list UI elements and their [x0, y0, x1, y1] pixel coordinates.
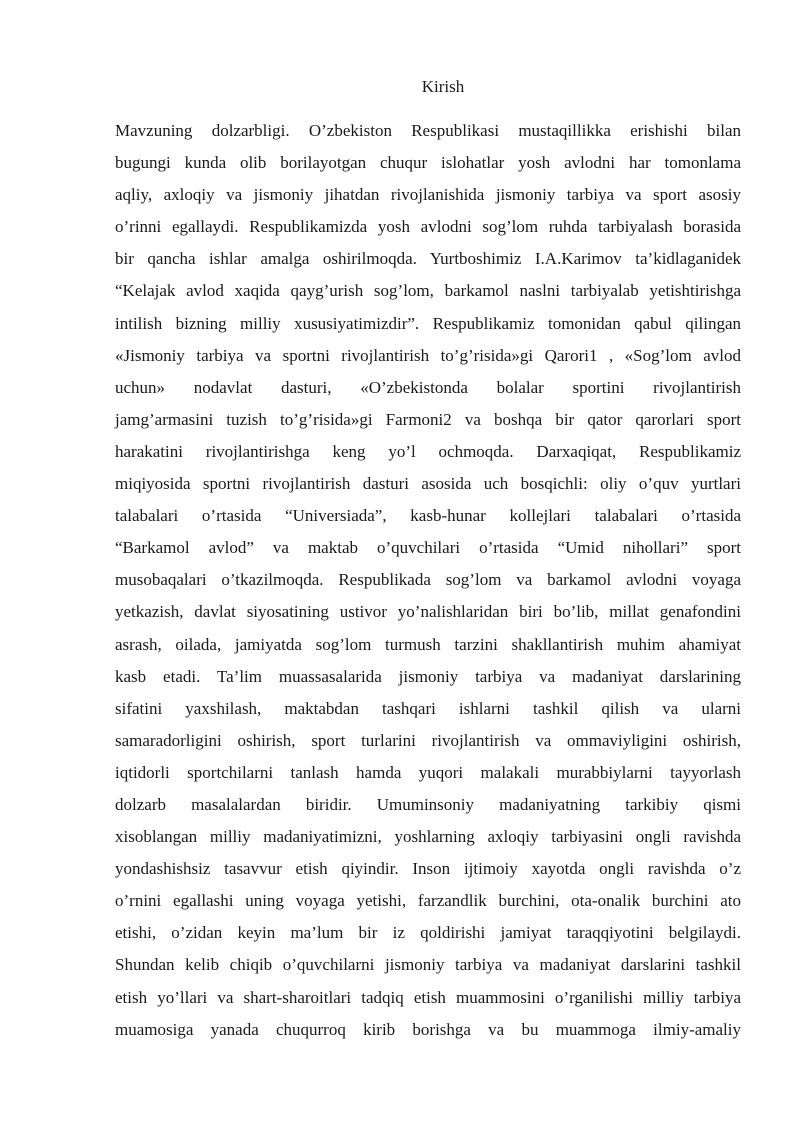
- paragraph-line: kasb etadi. Ta’lim muassasalarida jismoniy tarbiya va madaniyat darslarining: [115, 666, 741, 686]
- paragraph-line: bugungi kunda olib borilayotgan chuqur islohatlar yosh avlodni har tomonlama: [115, 153, 741, 173]
- paragraph-line: samaradorligini oshirish, sport turlarini rivojlantirish va ommaviyligini oshirish,: [115, 730, 741, 750]
- paragraph-line: etish yo’llari va shart-sharoitlari tadqiq etish muammosini o’rganilishi milliy tarbiya: [115, 987, 741, 1007]
- paragraph-line: Mavzuning dolzarbligi. O’zbekiston Respublikasi mustaqillikka erishishi bilan: [115, 121, 741, 140]
- paragraph-line: muamosiga yanada chuqurroq kirib borishga va bu muammoga ilmiy-amaliy: [115, 1019, 741, 1039]
- paragraph-line: o’rinni egallaydi. Respublikamizda yosh avlodni sog’lom ruhda tarbiyalash borasida: [115, 217, 741, 237]
- paragraph-line: «Jismoniy tarbiya va sportni rivojlantirish to’g’risida»gi Qarori1 , «Sog’lom avlod: [115, 345, 741, 365]
- paragraph-line: talabalari o’rtasida “Universiada”, kasb-hunar kollejlari talabalari o’rtasida: [115, 506, 741, 526]
- paragraph-line: dolzarb masalalardan biridir. Umuminsoniy madaniyatning tarkibiy qismi: [115, 794, 741, 814]
- paragraph-line: iqtidorli sportchilarni tanlash hamda yuqori malakali murabbiylarni tayyorlash: [115, 762, 741, 782]
- paragraph-line: bir qancha ishlar amalga oshirilmoqda. Yurtboshimiz I.A.Karimov ta’kidlaganidek: [115, 249, 741, 269]
- paragraph-line: sifatini yaxshilash, maktabdan tashqari ishlarni tashkil qilish va ularni: [115, 698, 741, 718]
- paragraph-line: asrash, oilada, jamiyatda sog’lom turmush tarzini shakllantirish muhim ahamiyat: [115, 634, 741, 654]
- paragraph-line: yetkazish, davlat siyosatining ustivor yo’nalishlaridan biri bo’lib, millat genafondini: [115, 602, 741, 622]
- paragraph-line: harakatini rivojlantirishga keng yo’l ochmoqda. Darxaqiqat, Respublikamiz: [115, 441, 741, 461]
- body-paragraph: [115, 115, 741, 1046]
- paragraph-line: intilish bizning milliy xususiyatimizdir”. Respublikamiz tomonidan qabul qilingan: [115, 313, 741, 333]
- paragraph-line: uchun» nodavlat dasturi, «O’zbekistonda bolalar sportini rivojlantirish: [115, 377, 741, 397]
- paragraph-line: jamg’armasini tuzish to’g’risida»gi Farmoni2 va boshqa bir qator qarorlari sport: [115, 409, 741, 429]
- paragraph-line: o’rnini egallashi uning voyaga yetishi, farzandlik burchini, ota-onalik burchini ato: [115, 891, 741, 911]
- paragraph-line: yondashishsiz tasavvur etish qiyindir. Inson ijtimoiy xayotda ongli ravishda o’z: [115, 859, 741, 879]
- paragraph-line: aqliy, axloqiy va jismoniy jihatdan rivojlanishida jismoniy tarbiya va sport asosiy: [115, 185, 741, 205]
- paragraph-line: miqiyosida sportni rivojlantirish dasturi asosida uch bosqichli: oliy o’quv yurtlari: [115, 474, 741, 494]
- paragraph-line: xisoblangan milliy madaniyatimizni, yoshlarning axloqiy tarbiyasini ongli ravishda: [115, 827, 741, 847]
- paragraph-line: Shundan kelib chiqib o’quvchilarni jismoniy tarbiya va madaniyat darslarini tashkil: [115, 955, 741, 975]
- paragraph-line: “Barkamol avlod” va maktab o’quvchilari o’rtasida “Umid nihollari” sport: [115, 538, 741, 558]
- paragraph-line: musobaqalari o’tkazilmoqda. Respublikada sog’lom va barkamol avlodni voyaga: [115, 570, 741, 590]
- paragraph-line: “Kelajak avlod xaqida qayg’urish sog’lom, barkamol naslni tarbiyalab yetishtirishga: [115, 281, 741, 301]
- page-title: Kirish: [421, 77, 465, 96]
- paragraph-line: etishi, o’zidan keyin ma’lum bir iz qoldirishi jamiyat taraqqiyotini belgilaydi.: [115, 923, 741, 943]
